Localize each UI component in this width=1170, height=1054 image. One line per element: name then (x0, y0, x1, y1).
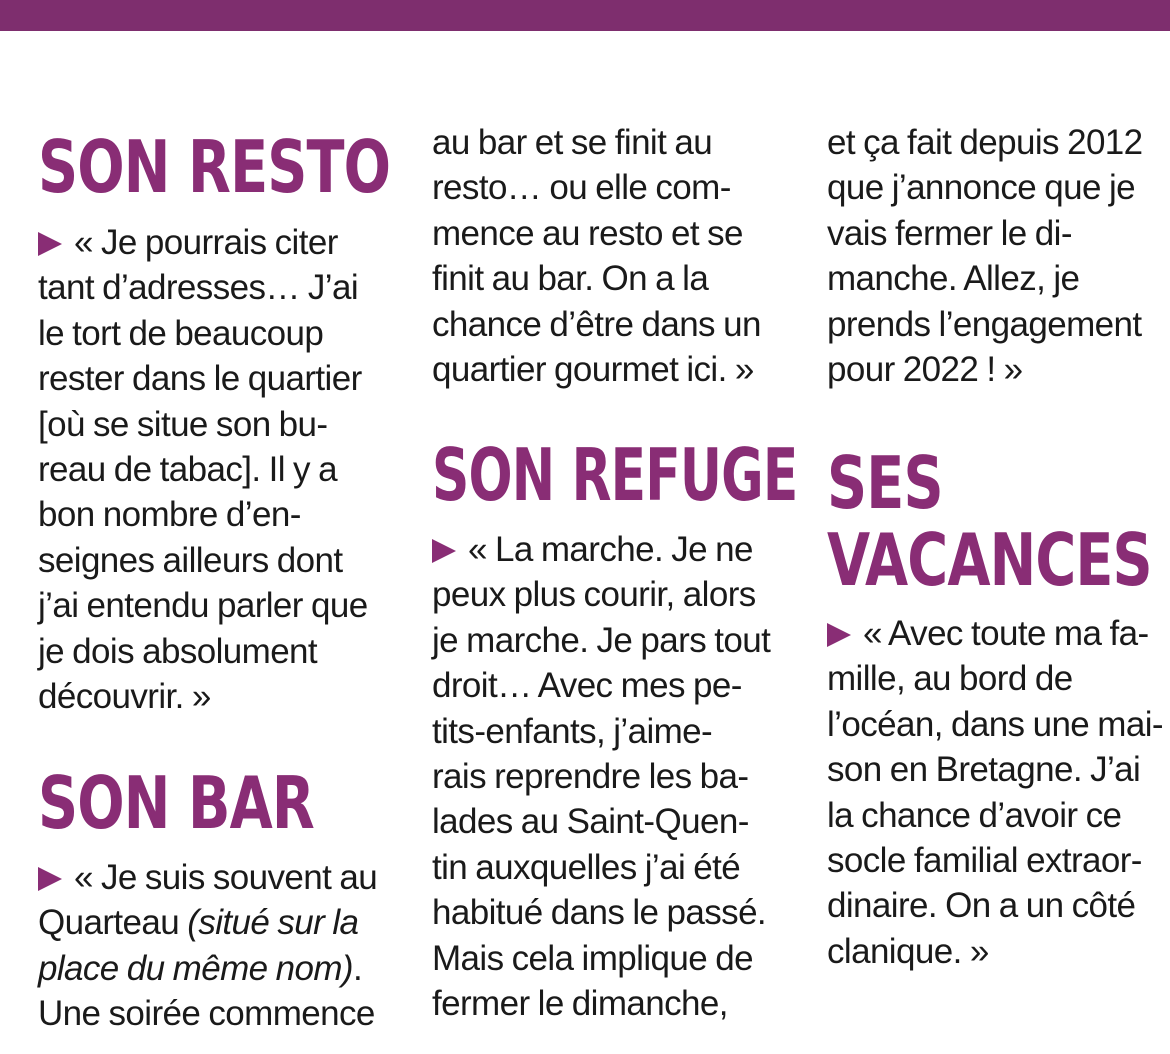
arrow-bullet-icon (38, 867, 62, 891)
refuge-continued-text: et ça fait depuis 2012 que j’annonce que je vais fermer le di- manche. Allez, je prends l’engagement pour 2022 ! » (827, 123, 1143, 389)
top-color-bar (0, 0, 1170, 31)
bar-text: « Je suis souvent au Quarteau (situé sur la place du même nom). Une soirée commence (38, 858, 378, 1034)
bar-continued-text: au bar et se finit au resto… ou elle com- mence au resto et se finit au bar. On a la chance d’être dans un quartier gourmet ici. » (432, 123, 761, 389)
arrow-bullet-icon (38, 232, 62, 256)
arrow-bullet-icon (432, 539, 456, 563)
heading-son-bar: SON BAR (38, 761, 314, 845)
refuge-text: « La marche. Je ne peux plus courir, alors je marche. Je pars tout droit… Avec mes pe- tits-enfants, j’aime- rais reprendre les ba- lades au Saint-Quen- tin auxquelles j’ai été habitué dans le passé. Mais cela implique de fermer le dimanche, (432, 530, 771, 1023)
heading-son-refuge: SON REFUGE (432, 433, 798, 517)
arrow-bullet-icon (827, 623, 851, 647)
heading-ses-vacances: SES VACANCES (827, 441, 1152, 602)
vacances-text: « Avec toute ma fa- mille, au bord de l’océan, dans une mai- son en Bretagne. J’ai la chance d’avoir ce socle familial extraor- dinaire. On a un côté clanique. » (827, 614, 1163, 971)
resto-text: « Je pourrais citer tant d’adresses… J’ai le tort de beaucoup rester dans le quartier [où se situe son bu- reau de tabac]. Il y a bon nombre d’en- seignes ailleurs dont j’ai entendu parler que je dois absolument découvrir. » (38, 223, 368, 716)
heading-son-resto: SON RESTO (38, 125, 391, 209)
